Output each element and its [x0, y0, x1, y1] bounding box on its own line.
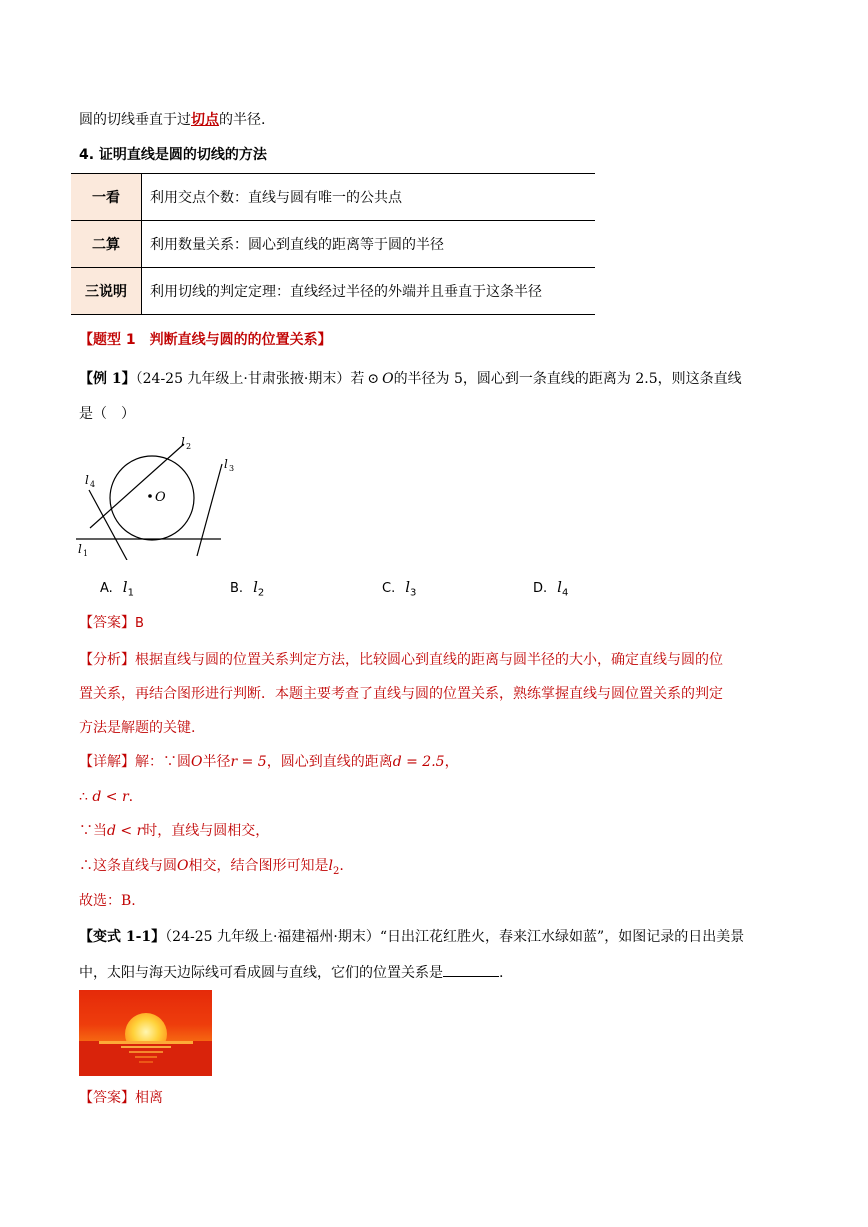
- sunset-photo: [79, 990, 212, 1076]
- circle-o: [110, 456, 194, 540]
- detail-text: 相交，结合图形可知是: [188, 858, 329, 874]
- option-letter: A.: [100, 581, 113, 596]
- variant-label: 【变式 1-1】: [79, 929, 166, 945]
- center-dot: [148, 494, 152, 498]
- option-symbol: l: [405, 578, 411, 596]
- variant-text: .: [499, 965, 504, 981]
- answer-line: [79, 613, 144, 634]
- label-l2-sub: 2: [186, 442, 192, 451]
- circle-lines-figure: [76, 432, 241, 560]
- choice-line: 故选：B.: [79, 893, 136, 909]
- analysis-text: 根据直线与圆的位置关系判定方法，比较圆心到直线的距离与圆半径的大小，确定直线与圆的位: [135, 652, 723, 668]
- math-var: O: [177, 858, 189, 874]
- intro-text: 圆的切线垂直于过: [79, 112, 191, 128]
- detail-line3: [79, 821, 269, 841]
- detail-label: 【详解】: [79, 754, 135, 770]
- row-value: 利用切线的判定定理：直线经过半径的外端并且垂直于这条半径: [142, 268, 596, 315]
- row-value: 利用数量关系：圆心到直线的距离等于圆的半径: [142, 221, 596, 268]
- label-l1: l: [78, 542, 82, 556]
- analysis-line3: 方法是解题的关键.: [79, 720, 196, 736]
- horizon-glow: [99, 1041, 193, 1044]
- option-a[interactable]: [100, 578, 134, 599]
- row-key: 二算: [71, 221, 142, 268]
- option-letter: C.: [382, 581, 396, 596]
- variant-source: （24-25 九年级上·福建福州·期末）: [165, 929, 380, 945]
- option-letter: D.: [533, 581, 548, 596]
- row-key: 三说明: [71, 268, 142, 315]
- line-l3: [197, 464, 222, 556]
- option-d[interactable]: [533, 578, 568, 599]
- option-letter: B.: [230, 581, 244, 596]
- option-sub: 1: [127, 587, 134, 599]
- therefore-symbol: ∴: [79, 789, 88, 805]
- variant1-line1: [79, 927, 744, 947]
- analysis-label: 【分析】: [79, 652, 135, 668]
- detail-text: 时，直线与圆相交，: [143, 823, 270, 839]
- circle-name: O: [382, 371, 394, 387]
- variant-text: “日出江花红胜火，春来江水绿如蓝”，如图记录的日出美景: [379, 929, 745, 945]
- analysis-line1: [79, 650, 723, 670]
- sun-reflection: [139, 1061, 153, 1063]
- variant-text: 中，太阳与海天边际线可看成圆与直线，它们的位置关系是: [79, 965, 443, 981]
- line-l4: [89, 490, 128, 560]
- row-key: 一看: [71, 174, 142, 221]
- detail-line1: [79, 752, 459, 772]
- label-l3-sub: 3: [229, 464, 235, 473]
- detail-text: 解：∵圆: [135, 754, 191, 770]
- table-row: [71, 221, 595, 268]
- analysis-line2: 置关系，再结合图形进行判断．本题主要考查了直线与圆的位置关系，熟练掌握直线与圆位置关系的判定: [79, 686, 723, 702]
- intro-text-end: 的半径.: [219, 112, 266, 128]
- sun-reflection: [121, 1046, 171, 1048]
- option-sub: 2: [257, 587, 265, 599]
- detail-line2: [79, 787, 133, 807]
- detail-text: ，: [444, 754, 459, 770]
- math-expr: r = 5: [230, 754, 267, 770]
- example1-line2: 是（ ）: [79, 406, 135, 422]
- row-value: 利用交点个数：直线与圆有唯一的公共点: [142, 174, 596, 221]
- detail-text: .: [339, 858, 344, 874]
- label-l1-sub: 1: [83, 549, 89, 558]
- detail-text: ，圆心到直线的距离: [266, 754, 393, 770]
- intro-line: [79, 110, 265, 130]
- answer-blank[interactable]: [443, 962, 499, 977]
- option-b[interactable]: [230, 578, 264, 599]
- sun-reflection: [129, 1051, 163, 1053]
- label-l3: l: [224, 457, 228, 471]
- answer-options: [100, 578, 660, 600]
- label-l4: l: [85, 473, 89, 487]
- sun-reflection: [135, 1056, 157, 1058]
- math-expr: d < r: [107, 823, 144, 839]
- example-text: 若: [350, 371, 365, 387]
- circle-symbol: ⊙: [367, 371, 380, 387]
- sunset-illustration: [79, 990, 212, 1076]
- option-symbol: l: [122, 578, 128, 596]
- label-l2: l: [181, 435, 185, 449]
- type1-heading: 【题型 1 判断直线与圆的的位置关系】: [79, 332, 332, 348]
- math-var: l: [328, 858, 333, 874]
- keyword-tangent-point: 切点: [191, 112, 219, 128]
- detail-text: .: [128, 789, 134, 805]
- variant1-line2: [79, 962, 503, 983]
- answer-label: 【答案】: [79, 1090, 135, 1106]
- example1-line1: [79, 369, 742, 389]
- option-symbol: l: [253, 578, 258, 596]
- section-title: 4. 证明直线是圆的切线的方法: [79, 147, 267, 163]
- option-sub: 4: [561, 587, 569, 599]
- math-expr: d < r: [92, 789, 129, 805]
- math-var: O: [191, 754, 203, 770]
- detail-text: 半径: [202, 754, 231, 770]
- table-row: [71, 174, 595, 221]
- example-label: 【例 1】: [79, 371, 136, 387]
- variant-answer-line: [79, 1088, 163, 1108]
- detail-text: ∴这条直线与圆: [79, 858, 177, 874]
- math-expr: d = 2.5: [392, 754, 445, 770]
- methods-table: [71, 173, 595, 315]
- option-symbol: l: [557, 578, 562, 596]
- example-source: （24-25 九年级上·甘肃张掖·期末）: [135, 371, 351, 387]
- table-row: [71, 268, 595, 315]
- answer-value: B: [135, 616, 144, 631]
- center-label: O: [155, 490, 166, 505]
- answer-value: 相离: [135, 1090, 163, 1106]
- option-sub: 3: [410, 587, 417, 599]
- label-l4-sub: 4: [90, 480, 96, 489]
- detail-line4: [79, 856, 344, 882]
- because-text: ∵当: [79, 823, 107, 839]
- answer-label: 【答案】: [79, 615, 135, 631]
- option-c[interactable]: [382, 578, 416, 599]
- example-text: 的半径为 5，圆心到一条直线的距离为 2.5，则这条直线: [393, 371, 742, 387]
- line-l2: [90, 444, 184, 528]
- math-sub: 2: [332, 865, 340, 877]
